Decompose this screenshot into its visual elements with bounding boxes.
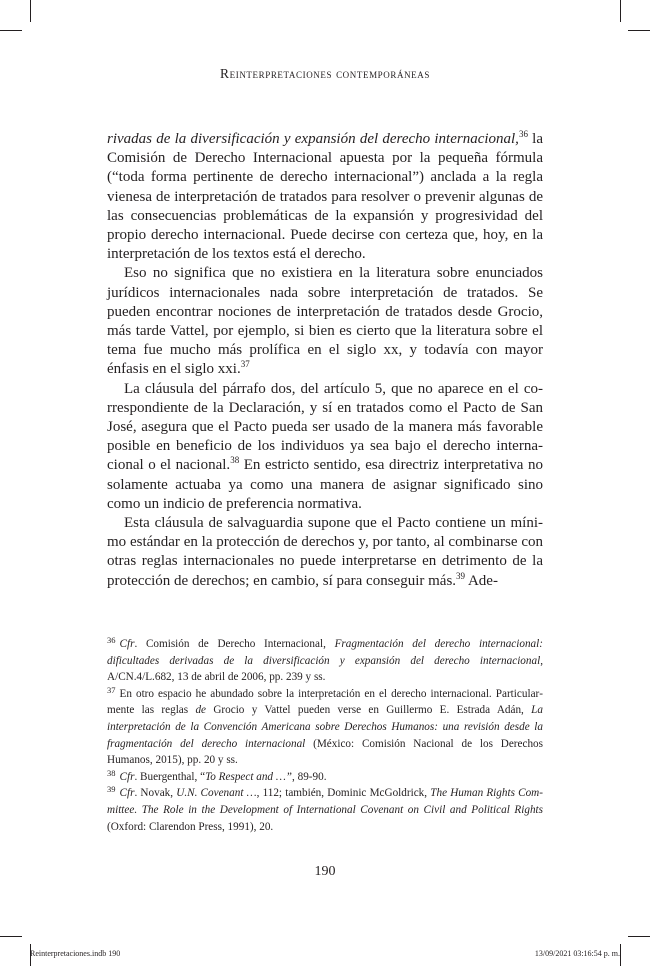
footnote-37 xyxy=(107,686,543,769)
paragraph-text: Esta cláusula de salvaguardia supone que el Pacto contiene un mínimo estándar en la protección de derechos y, por tanto, al combinarse con otras reglas internacionales no puede interpretarse en detrimento de la protección de derechos; en cambio, sí para conseguir más. xyxy=(107,515,543,589)
paragraph-text: En estricto sentido, esa directriz interpretativa no solamente actuaba ya como una manera de asignar significado sino como un indicio de preferencia normativa. xyxy=(107,457,543,512)
paragraph-text: Eso no significa que no existiera en la literatura sobre enunciados jurídicos internacionales nada sobre interpretación de tratados. Se pueden encontrar nociones de interpretación de tratados desde Grocio, más tarde Vattel, por ejemplo, si bien es cierto que la literatura sobre el tema fue mucho más prolífica en el siglo xx, y todavía con mayor énfasis en el siglo xxi. xyxy=(107,265,543,378)
footnote-ref-36[interactable]: 36 xyxy=(518,129,528,139)
crop-mark xyxy=(620,944,621,966)
footnote-title: The Human Rights Committee. The Role in the Development of International Covenant on Civil and Political Rights xyxy=(107,787,543,816)
cfr: Cfr xyxy=(119,770,135,783)
footnote-text: . Novak, xyxy=(134,787,177,800)
footnote-text: En otro espacio he abundado sobre la interpretación en el derecho internacional. Particularmente las reglas xyxy=(107,687,543,717)
footnote-36 xyxy=(107,636,543,686)
crop-mark xyxy=(30,0,31,22)
footnote-text: (Oxford: Clarendon Press, 1991), 20. xyxy=(107,820,274,833)
footnote-number: 37 xyxy=(107,684,116,695)
footnote-text: , A/CN.4/L.682, 13 de abril de 2006, pp. 239 y ss. xyxy=(107,654,543,684)
paragraph xyxy=(107,264,543,379)
footnote-text: (México: Comisión Nacional de los Derechos Humanos, 2015), pp. 20 y ss. xyxy=(107,737,543,767)
paragraph xyxy=(107,380,543,514)
footnote-38 xyxy=(107,769,543,786)
crop-mark xyxy=(620,0,621,22)
italic-lead: rivadas de la diversificación y expansión del derecho internacional, xyxy=(107,131,519,147)
cfr: Cfr xyxy=(119,787,135,800)
paragraph-text: La cláusula del párrafo dos, del artículo 5, que no aparece en el correspondiente de la Declaración, y sí en tratados como el Pacto de San José, asegura que el Pacto pueda ser usado de la manera más favorable posible en beneficio de los individuos ya sea bajo el derecho internacional o el nacional. xyxy=(107,380,543,474)
footnote-39 xyxy=(107,785,543,835)
footnote-title: To Respect and …” xyxy=(205,770,292,783)
paragraph-text: la Comisión de Derecho Internacional apuesta por la pequeña fórmula (“toda forma pertinente de derecho internacional”) anclada a la regla vienesa de interpretación de tratados para resolver o prevenir algunas de las consecuencias problemáticas de la expansión y progresividad del propio derecho internacional. Puede decirse con certeza que, hoy, en la interpretación de los textos está el derecho. xyxy=(107,131,543,263)
page-number: 190 xyxy=(314,864,336,879)
running-header: Reinterpretaciones contemporáneas xyxy=(220,66,430,81)
footnote-number: 36 xyxy=(107,635,116,645)
footnote-ref-38[interactable]: 38 xyxy=(230,455,240,466)
footnote-text: , 89-90. xyxy=(292,770,327,783)
footnote-text: . Comisión de Derecho Internacional, xyxy=(134,638,335,650)
crop-mark xyxy=(0,30,22,31)
footnote-text: , 112; también, Dominic McGoldrick, xyxy=(256,787,431,800)
footnote-text: . Buergenthal, “ xyxy=(134,770,206,783)
paragraph xyxy=(107,514,543,591)
footnote-title: La interpretación de la Convención Americana sobre Derechos Humanos: una revisión desde la fragmentación del derecho internacional xyxy=(107,704,543,750)
crop-mark xyxy=(0,936,22,937)
body-text xyxy=(107,130,543,591)
crop-mark xyxy=(628,30,650,31)
slug-right: 13/09/2021 03:16:54 p. m. xyxy=(534,949,620,958)
footnote-italic: de xyxy=(195,704,207,717)
paragraph xyxy=(107,130,543,264)
footnote-ref-39[interactable]: 39 xyxy=(456,570,466,581)
footnote-title: U.N. Covenant … xyxy=(176,787,257,800)
cfr: Cfr xyxy=(119,638,135,650)
crop-mark xyxy=(628,936,650,937)
slug-left: Reinterpretaciones.indb 190 xyxy=(30,949,121,958)
footnote-ref-37[interactable]: 37 xyxy=(240,359,250,370)
footnote-number: 38 xyxy=(107,767,116,778)
footnotes xyxy=(107,636,543,835)
footnote-text: Grocio y Vattel pueden verse en Guillermo E. Estrada Adán, xyxy=(206,704,532,717)
footnote-title: Fragmentación del derecho internacional: dificultades derivadas de la diversificación y expansión del derecho internacional xyxy=(107,638,543,667)
paragraph-text: Ade- xyxy=(465,572,498,589)
footnote-number: 39 xyxy=(107,784,116,795)
